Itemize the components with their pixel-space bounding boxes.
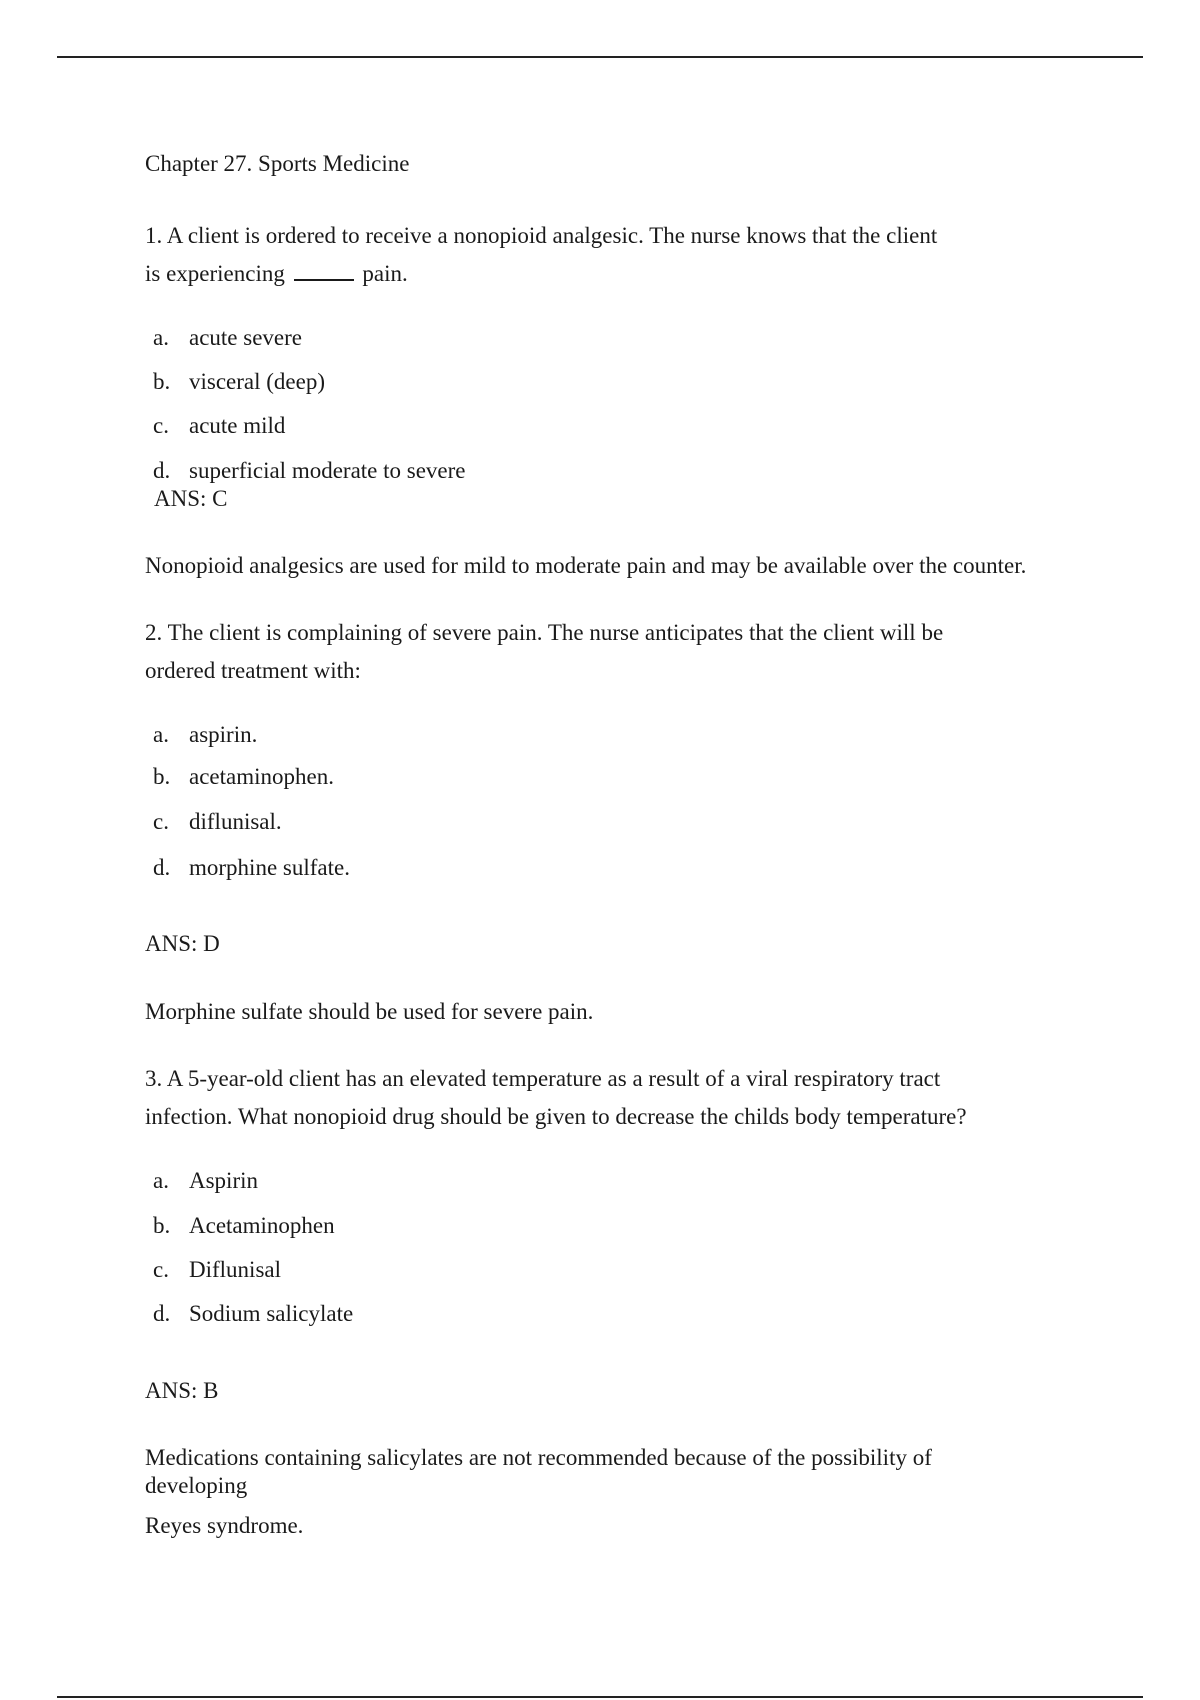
option-letter: c.: [153, 1257, 169, 1282]
option-text: acute mild: [189, 413, 286, 438]
option-letter: d.: [153, 855, 171, 880]
option-text: Diflunisal: [189, 1257, 281, 1282]
question-1-stem-line1: 1. A client is ordered to receive a nonopioid analgesic. The nurse knows that the client: [145, 223, 938, 248]
option-text: aspirin.: [189, 722, 258, 747]
option-text: superficial moderate to severe: [189, 458, 466, 483]
question-2-rationale: Morphine sulfate should be used for severe pain.: [145, 999, 594, 1024]
question-1-option-d: [153, 457, 466, 485]
option-letter: a.: [153, 722, 169, 747]
question-1-rationale: Nonopioid analgesics are used for mild to moderate pain and may be available over the counter.: [145, 553, 1027, 578]
question-3-stem-line2: infection. What nonopioid drug should be given to decrease the childs body temperature?: [145, 1104, 967, 1129]
option-text: acute severe: [189, 325, 303, 350]
option-text: diflunisal.: [189, 809, 282, 834]
question-3-option-d: [153, 1300, 353, 1328]
question-3-stem-line1: 3. A 5-year-old client has an elevated temperature as a result of a viral respiratory tract: [145, 1066, 941, 1091]
question-1-stem-line2: [145, 260, 408, 288]
option-text: Aspirin: [189, 1168, 258, 1193]
option-letter: c.: [153, 809, 169, 834]
question-3-answer: ANS: B: [145, 1378, 219, 1403]
question-1-stem-before-blank: is experiencing: [145, 261, 285, 286]
question-3-rationale-line1: Medications containing salicylates are not recommended because of the possibility of: [145, 1445, 932, 1470]
question-3-option-a: [153, 1167, 258, 1195]
option-text: acetaminophen.: [189, 764, 334, 789]
question-1-stem-after-blank: pain.: [362, 261, 408, 286]
question-1-option-a: [153, 324, 302, 352]
question-2-answer: ANS: D: [145, 931, 220, 956]
chapter-title: Chapter 27. Sports Medicine: [145, 151, 410, 176]
question-3-rationale-line3: Reyes syndrome.: [145, 1513, 304, 1538]
bottom-rule: [57, 1696, 1143, 1698]
question-2-option-d: [153, 854, 350, 882]
option-text: visceral (deep): [189, 369, 326, 394]
question-1-answer: ANS: C: [154, 486, 228, 511]
option-letter: b.: [153, 1213, 171, 1238]
question-2-option-b: [153, 763, 334, 791]
question-2-stem-line1: 2. The client is complaining of severe pain. The nurse anticipates that the client will be: [145, 620, 944, 645]
option-letter: d.: [153, 458, 171, 483]
option-letter: b.: [153, 369, 171, 394]
question-3-option-b: [153, 1212, 335, 1240]
question-2-option-a: [153, 721, 257, 749]
option-text: morphine sulfate.: [189, 855, 350, 880]
question-2-stem-line2: ordered treatment with:: [145, 658, 361, 683]
option-letter: d.: [153, 1301, 171, 1326]
question-2-option-c: [153, 808, 282, 836]
option-letter: b.: [153, 764, 171, 789]
question-1-option-c: [153, 412, 285, 440]
question-1-option-b: [153, 368, 325, 396]
fill-in-blank: [294, 263, 354, 281]
question-3-rationale-line2: developing: [145, 1473, 248, 1498]
option-letter: a.: [153, 325, 169, 350]
option-letter: a.: [153, 1168, 169, 1193]
option-text: Sodium salicylate: [189, 1301, 354, 1326]
top-rule: [57, 56, 1143, 58]
option-letter: c.: [153, 413, 169, 438]
option-text: Acetaminophen: [189, 1213, 335, 1238]
question-3-option-c: [153, 1256, 281, 1284]
